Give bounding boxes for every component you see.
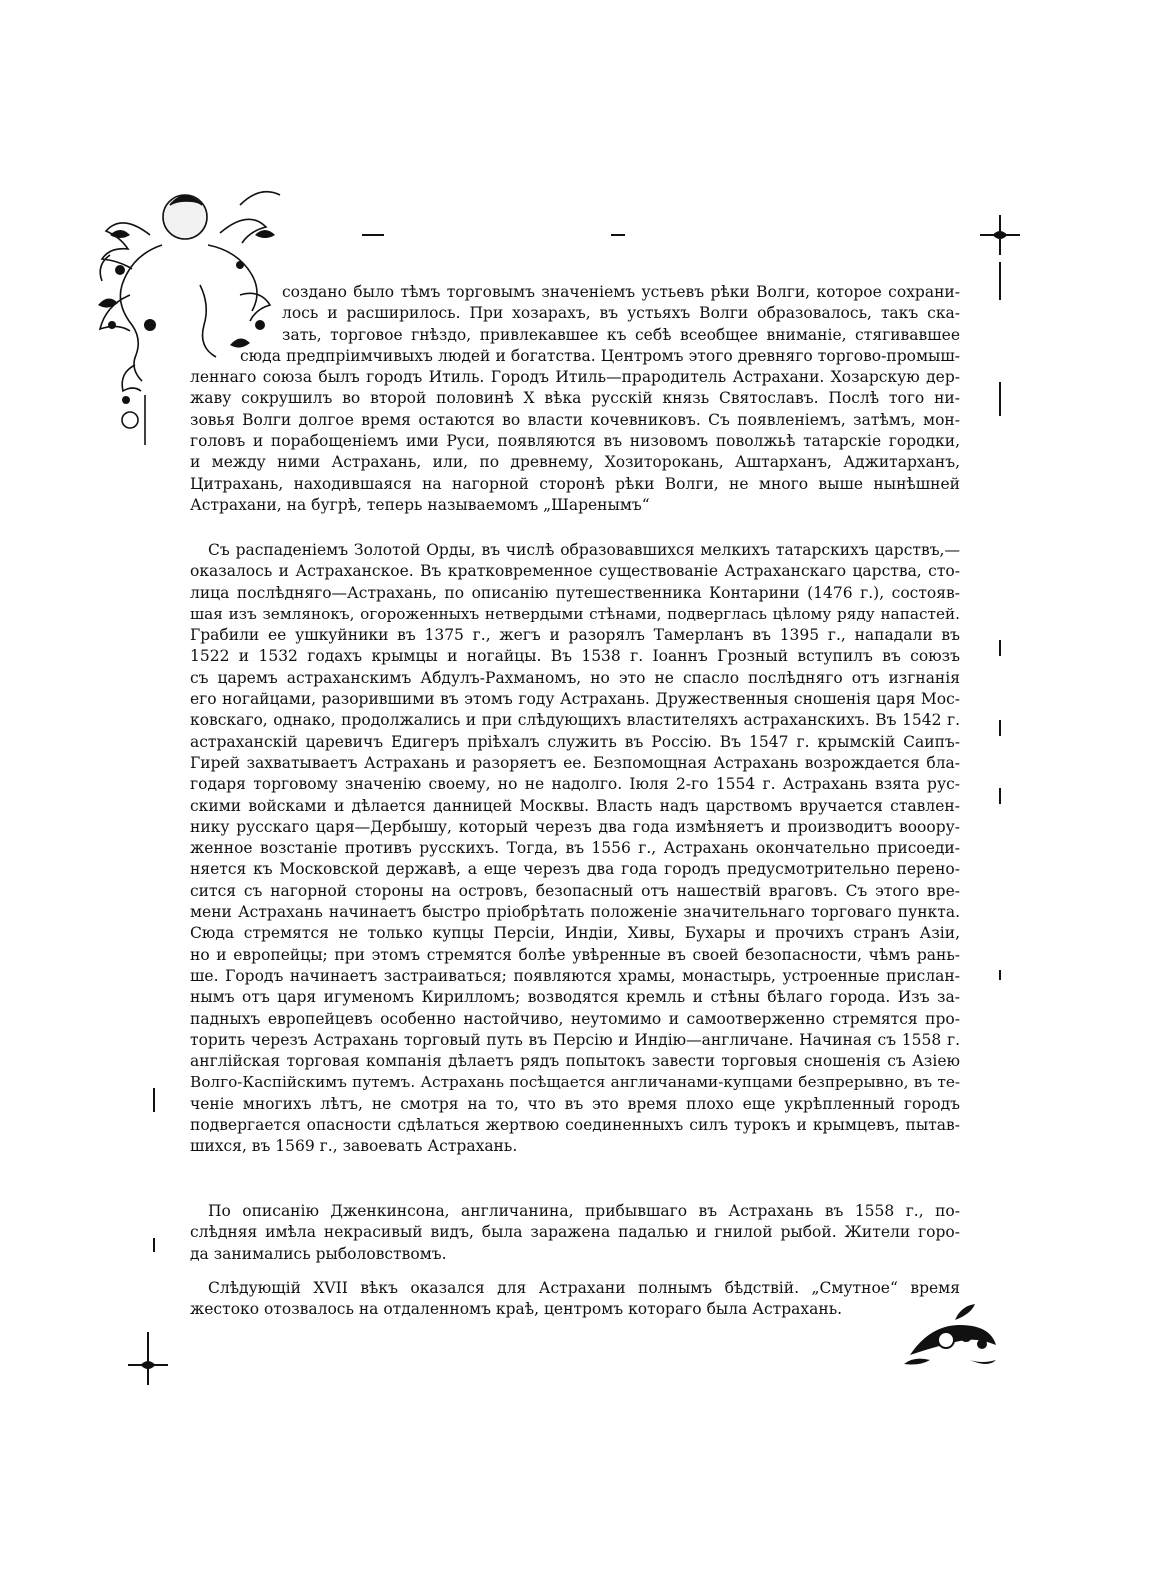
text-line: да занимались рыболовствомъ.: [190, 1244, 447, 1263]
crosshair-mark-top-right: [980, 215, 1020, 255]
text-line: англiйская торговая компанiя дѣлаетъ рядъ попытокъ завести торговыя сношенiя съ Азiею: [190, 1052, 960, 1071]
text-line: съ царемъ астраханскимъ Абдулъ-Рахманомъ, но это не спасло послѣдняго отъ изгнанiя: [190, 668, 960, 687]
rule-mark: [999, 720, 1001, 736]
text-line: но и европейцы; при этомъ стремятся болѣе увѣренные въ своей безопасности, чѣмъ рань-: [190, 945, 960, 964]
text-line: оказалось и Астраханское. Въ кратковременное существованiе Астраханскаго царства, сто-: [190, 562, 960, 581]
rule-mark: [999, 788, 1001, 804]
text-line: слѣдняя имѣла некрасивый видъ, была заражена падалью и гнилой рыбой. Жители горо-: [190, 1223, 960, 1242]
text-line: торить черезъ Астрахань торговый путь въ Персiю и Индiю—англичане. Начиная съ 1558 г.: [190, 1030, 960, 1049]
rule-mark: [999, 262, 1001, 300]
rule-mark: [999, 382, 1001, 416]
text-line: Цитрахань, находившаяся на нагорной сторонѣ рѣки Волги, не много выше нынѣшней: [190, 474, 960, 493]
crosshair-mark-bottom-left: [128, 1345, 168, 1385]
paragraph-2: [190, 540, 960, 1158]
text-line: зать, торговое гнѣздо, привлекавшее къ себѣ всеобщее вниманiе, стягивавшее: [282, 325, 960, 344]
text-line: нику русскаго царя—Дербышу, который черезъ два года измѣняетъ и производитъ вооору-: [190, 817, 960, 836]
text-line: леннаго союза былъ городъ Итиль. Городъ Итиль—прародитель Астрахани. Хозарскую дер-: [190, 368, 960, 387]
text-line: ченiе многихъ лѣтъ, не смотря на то, что въ это время плохо еще укрѣпленный городъ: [190, 1094, 960, 1113]
text-line: Гирей захватываетъ Астрахань и разоряетъ ее. Безпомощная Астрахань возрождается бла-: [190, 753, 960, 772]
text-line: жестоко отозвалось на отдаленномъ краѣ, центромъ котораго была Астрахань.: [190, 1300, 843, 1319]
text-line: 1522 и 1532 годахъ крымцы и ногайцы. Въ 1538 г. Iоаннъ Грозный вступилъ въ союзъ: [190, 647, 960, 666]
paragraph-4: [190, 1278, 960, 1321]
text-line: сюда предпрiимчивыхъ людей и богатства. Центромъ этого древняго торгово-промыш-: [240, 346, 960, 365]
text-line: мени Астрахань начинаетъ быстро прiобрѣтать положенiе значительнаго торговаго пункта.: [190, 903, 960, 922]
text-line: астраханскiй царевичъ Едигеръ прiѣхалъ служить въ Россiю. Въ 1547 г. крымскiй Саипъ-: [190, 732, 960, 751]
text-line: скими войсками и дѣлается данницей Москвы. Власть надъ царствомъ вручается ставлен-: [190, 796, 960, 815]
text-line: Съ распаденiемъ Золотой Орды, въ числѣ образовавшихся мелкихъ татарскихъ царствъ,—: [208, 541, 960, 559]
text-line: няется къ Московской державѣ, а еще черезъ два года городъ предусмотрительно перено-: [190, 860, 960, 879]
paragraph-3: [190, 1201, 960, 1265]
text-line: и между ними Астрахань, или, по древнему, Хозиторокань, Аштарханъ, Аджитарханъ,: [190, 453, 960, 472]
text-line: подвергается опасности сдѣлаться жертвою соединенныхъ силъ турокъ и крымцевъ, пытав-: [190, 1116, 960, 1135]
text-line: Слѣдующiй XVII вѣкъ оказался для Астрахани полнымъ бѣдствiй. „Смутное“ время: [208, 1279, 960, 1297]
rule-mark: [147, 1332, 149, 1350]
text-line: Астрахани, на бугрѣ, теперь называемомъ „Шаренымъ“: [190, 495, 650, 514]
rule-mark: [999, 970, 1001, 980]
text-line: шая изъ землянокъ, огороженныхъ нетвердыми стѣнами, подверглась цѣлому ряду напастей.: [190, 604, 960, 623]
text-line: годаря торговому значенiю своему, но не надолго. Iюля 2-го 1554 г. Астрахань взята рус-: [190, 775, 960, 794]
text-line: создано было тѣмъ торговымъ значенiемъ устьевъ рѣки Волги, которое сохрани-: [282, 283, 960, 301]
text-line: Волго-Каспiйскимъ путемъ. Астрахань посѣщается англичанами-купцами безпрерывно, въ те-: [190, 1073, 960, 1092]
text-line: По описанiю Дженкинсона, англичанина, прибывшаго въ Астрахань въ 1558 г., по-: [208, 1202, 960, 1220]
text-line: его ногайцами, разорившими въ этомъ году Астрахань. Дружественныя сношенiя царя Мос-: [190, 690, 960, 709]
text-line: нымъ отъ царя игуменомъ Кирилломъ; возводятся кремль и стѣны бѣлаго города. Изъ за-: [190, 988, 960, 1007]
rule-mark: [153, 1088, 155, 1112]
paragraph-1: [190, 282, 960, 516]
text-line: женное возстанiе противъ русскихъ. Тогда, въ 1556 г., Астрахань окончательно присоеди-: [190, 839, 960, 858]
text-line: жаву сокрушилъ во второй половинѣ X вѣка русскiй князь Святославъ. Послѣ того ни-: [190, 389, 960, 408]
text-line: лось и расширилось. При хозарахъ, въ устьяхъ Волги образовалось, такъ ска-: [282, 304, 960, 323]
text-line: шихся, въ 1569 г., завоевать Астрахань.: [190, 1137, 518, 1156]
text-line: ше. Городъ начинаетъ застраиваться; появляются храмы, монастырь, устроенные прислан-: [190, 966, 960, 985]
text-line: Грабили ее ушкуйники въ 1375 г., жегъ и разорялъ Тамерланъ въ 1395 г., нападали въ: [190, 626, 960, 645]
rule-mark: [999, 640, 1001, 656]
rule-mark: [611, 234, 625, 236]
rule-mark: [153, 1238, 155, 1252]
text-line: зовья Волги долгое время остаются во власти кочевниковъ. Съ появленiемъ, затѣмъ, мон-: [190, 410, 960, 429]
text-line: Сюда стремятся не только купцы Персiи, Индiи, Хивы, Бухары и прочихъ странъ Азiи,: [190, 924, 960, 943]
rule-mark: [362, 234, 384, 236]
text-line: лица послѣдняго—Астрахань, по описанiю путешественника Контарини (1476 г.), состояв-: [190, 583, 960, 602]
text-line: головъ и порабощенiемъ ими Руси, появляются въ низовомъ поволжьѣ татарскiе городки,: [190, 432, 960, 451]
text-line: сится съ нагорной стороны на островъ, безопасный отъ нашествiй враговъ. Съ этого вре-: [190, 881, 960, 900]
text-line: падныхъ европейцевъ особенно настойчиво, неутомимо и самоотверженно стремятся про-: [190, 1009, 960, 1028]
text-line: ковскаго, однако, продолжались и при слѣдующихъ властителяхъ астраханскихъ. Въ 1542 г.: [190, 711, 960, 730]
